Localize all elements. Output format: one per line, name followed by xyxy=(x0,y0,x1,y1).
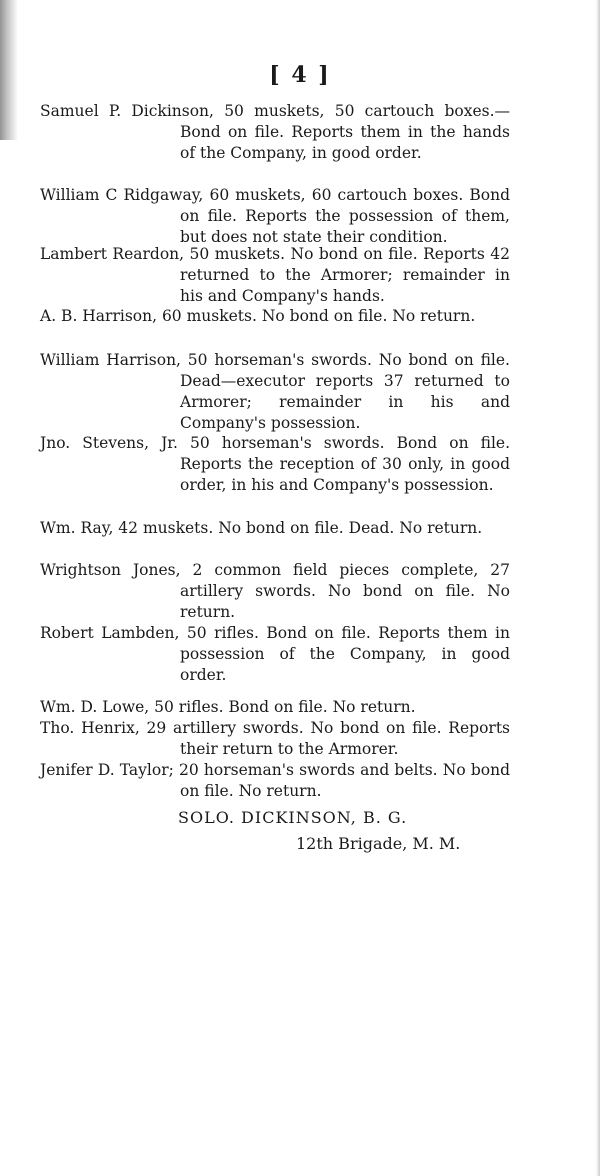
signature-title: 12th Brigade, M. M. xyxy=(296,834,461,853)
entry-tho-henrix: Tho. Henrix, 29 artillery swords. No bond on file. Reports their return to the Armorer. xyxy=(40,719,510,758)
entry-samuel-p-dickinson: Samuel P. Dickinson, 50 muskets, 50 cartouch boxes.— Bond on file. Reports them in the hands of the Company, in good order. xyxy=(40,102,510,162)
entry-lambert-reardon: Lambert Reardon, 50 muskets. No bond on file. Reports 42 returned to the Armorer; remainder in his and Company's hands. xyxy=(40,245,510,305)
entry-robert-lambden: Robert Lambden, 50 rifles. Bond on file. Reports them in possession of the Company, in good order. xyxy=(40,624,510,684)
entry-wrightson-jones: Wrightson Jones, 2 common field pieces complete, 27 artillery swords. No bond on file. No return. xyxy=(40,561,510,621)
entry-william-harrison: William Harrison, 50 horseman's swords. No bond on file. Dead—executor reports 37 returned to Armorer; remainder in his and Company's possession. xyxy=(40,351,510,432)
entry-jenifer-d-taylor: Jenifer D. Taylor; 20 horseman's swords and belts. No bond on file. No return. xyxy=(40,761,510,800)
signature-name: SOLO. DICKINSON, B. G. xyxy=(178,808,408,827)
scan-shadow-right xyxy=(596,0,600,1176)
entry-a-b-harrison: A. B. Harrison, 60 muskets. No bond on file. No return. xyxy=(40,307,476,325)
entry-jno-stevens: Jno. Stevens, Jr. 50 horseman's swords. Bond on file. Reports the reception of 30 only, in good order, in his and Company's possession. xyxy=(40,434,510,494)
entry-wm-ray: Wm. Ray, 42 muskets. No bond on file. Dead. No return. xyxy=(40,519,483,537)
entry-william-c-ridgaway: William C Ridgaway, 60 muskets, 60 cartouch boxes. Bond on file. Reports the possession of them, but does not state their condition. xyxy=(40,186,510,246)
entry-wm-d-lowe: Wm. D. Lowe, 50 rifles. Bond on file. No return. xyxy=(40,698,416,716)
page-number: [ 4 ] xyxy=(269,62,331,88)
